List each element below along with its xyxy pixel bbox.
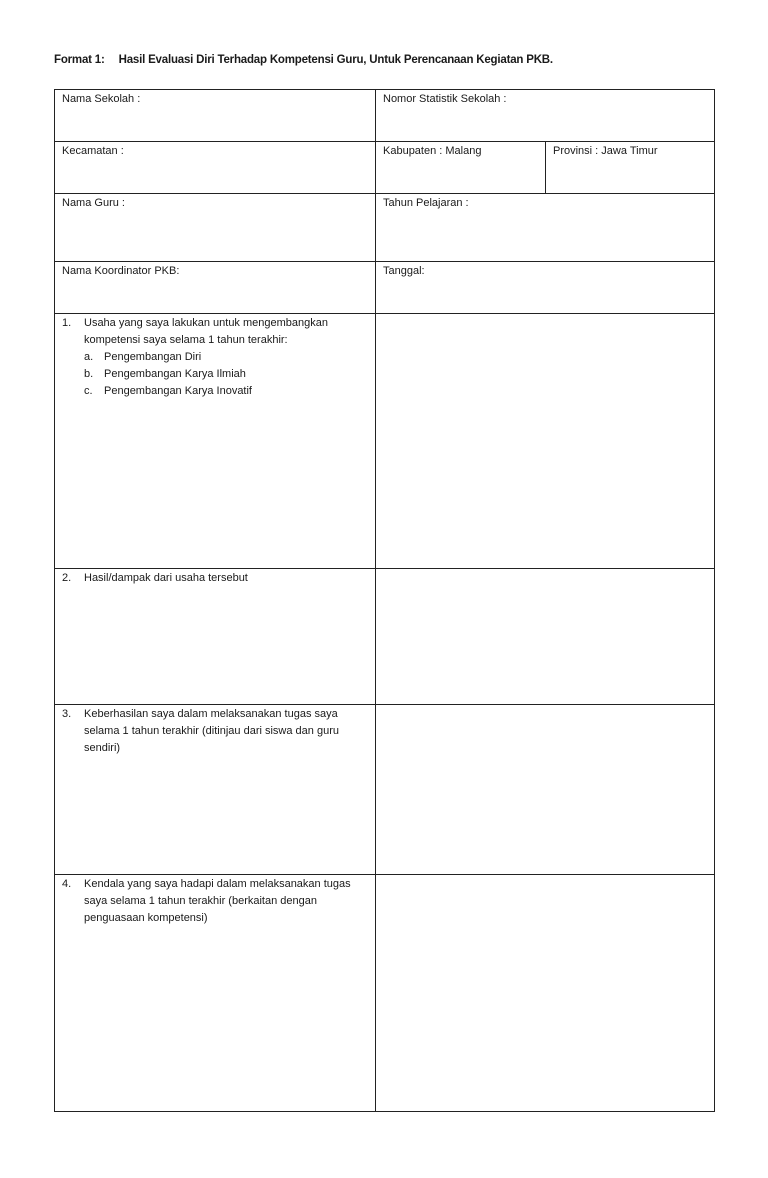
question-3-text: Keberhasilan saya dalam melaksanakan tugas saya selama 1 tahun terakhir (ditinjau dari siswa dan guru sendiri) [84,708,339,754]
tahun-pelajaran-field[interactable] [375,193,715,262]
answer-1-field[interactable] [375,313,715,569]
kecamatan-label: Kecamatan : [62,145,124,157]
form-title-prefix: Format 1: [54,54,105,66]
nama-sekolah-field[interactable] [54,89,376,142]
question-2-number: 2. [62,572,72,584]
nomor-statistik-field[interactable] [375,89,715,142]
question-4-number: 4. [62,878,72,890]
list-item: b. Pengembangan Karya Ilmiah [84,368,246,380]
provinsi-field[interactable] [545,141,715,194]
list-item: a. Pengembangan Diri [84,351,202,363]
nama-guru-field[interactable] [54,193,376,262]
answer-3-field[interactable] [375,704,715,875]
question-3-number: 3. [62,708,72,720]
nomor-statistik-label: Nomor Statistik Sekolah : [383,93,507,105]
question-1-number: 1. [62,317,72,329]
question-2-text: Hasil/dampak dari usaha tersebut [84,572,248,584]
question-4-cell [54,874,376,1112]
kecamatan-field[interactable] [54,141,376,194]
provinsi-label: Provinsi : Jawa Timur [553,145,658,157]
kabupaten-label: Kabupaten : Malang [383,145,482,157]
nama-guru-label: Nama Guru : [62,197,125,209]
question-2-cell [54,568,376,705]
question-1-sub-list [62,349,369,400]
list-item: c. Pengembangan Karya Inovatif [84,385,252,397]
nama-koordinator-field[interactable] [54,261,376,314]
tahun-pelajaran-label: Tahun Pelajaran : [383,197,469,209]
form-title-text: Hasil Evaluasi Diri Terhadap Kompetensi Guru, Untuk Perencanaan Kegiatan PKB. [118,54,553,66]
question-1-cell [54,313,376,569]
nama-koordinator-label: Nama Koordinator PKB: [62,265,180,277]
tanggal-label: Tanggal: [383,265,425,277]
answer-4-field[interactable] [375,874,715,1112]
question-3-cell [54,704,376,875]
tanggal-field[interactable] [375,261,715,314]
kabupaten-field[interactable] [375,141,546,194]
nama-sekolah-label: Nama Sekolah : [62,93,141,105]
question-4-text: Kendala yang saya hadapi dalam melaksanakan tugas saya selama 1 tahun terakhir (berkaitan dengan penguasaan kompetensi) [84,878,351,924]
question-1-text: Usaha yang saya lakukan untuk mengembangkan kompetensi saya selama 1 tahun terakhir: [84,317,328,346]
form-title [54,54,553,66]
answer-2-field[interactable] [375,568,715,705]
